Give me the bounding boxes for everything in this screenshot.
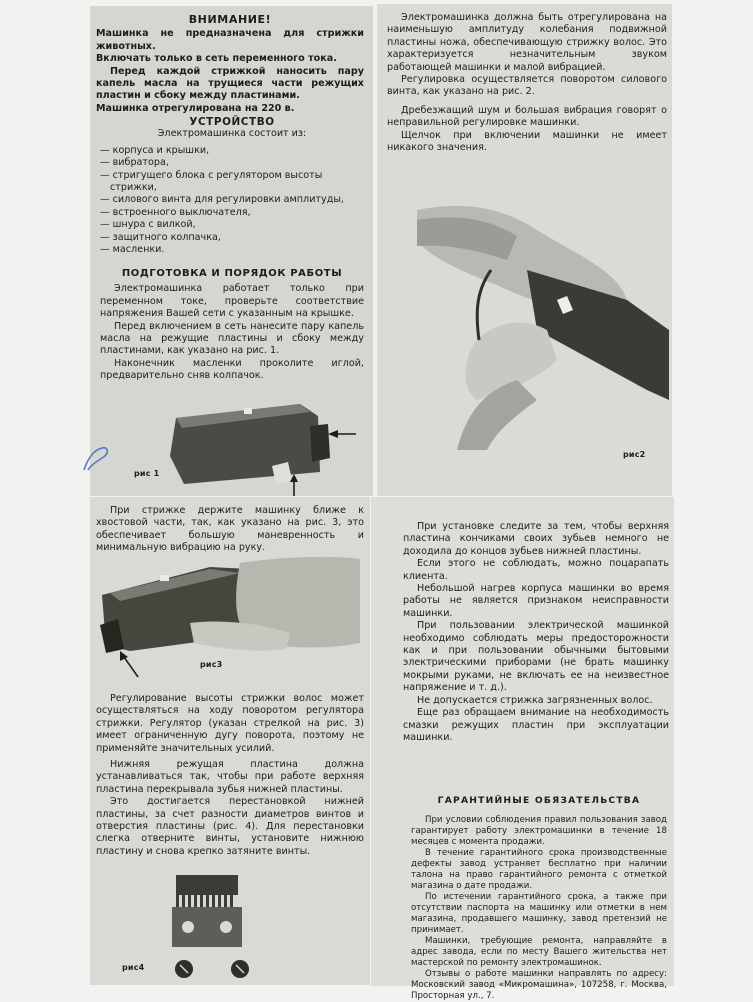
device-block bbox=[100, 116, 364, 256]
warning-block bbox=[96, 14, 364, 115]
paragraph: Электромашинка работает только при переменном токе, проверьте соответствие напряжения Вашей сети с указанным на крышке. bbox=[100, 283, 364, 320]
paragraph: Регулировка осуществляется поворотом силового винта, как указано на рис. 2. bbox=[387, 74, 667, 98]
figure-4-caption: рис4 bbox=[122, 963, 145, 972]
paragraph: При пользовании электрической машинкой необходимо соблюдать меры предосторожности как и при пользовании обычными бытовыми электрическими приборами (не брать машинку мокрыми руками, не включать ее на неизвестное напряжение и т. д.). bbox=[403, 620, 669, 694]
list-item: — стригущего блока с регулятором высоты стрижки, bbox=[100, 169, 323, 194]
paragraph: Дребезжащий шум и большая вибрация говорят о неправильной регулировке машинки. bbox=[387, 104, 667, 129]
paragraph: Перед включением в сеть нанесите пару капель масла на режущие пластины и сбоку между пластинами, как указано на рис. 1. bbox=[100, 320, 364, 357]
paragraph: Небольшой нагрев корпуса машинки во время работы не является признаком неисправности машинки. bbox=[403, 583, 669, 619]
warranty-paragraph: Машинки, требующие ремонта, направляйте в адрес завода, если по месту Вашего жительства нет мастерской по ремонту электромашинок. bbox=[411, 936, 667, 969]
figure-3-caption: рис3 bbox=[200, 660, 223, 669]
page-top-left bbox=[90, 6, 373, 496]
paragraph: Нижняя режущая пластина должна устанавливаться так, чтобы при работе верхняя пластина перекрывала зубья нижней пластины. bbox=[96, 759, 364, 795]
regulation-block bbox=[387, 12, 667, 154]
figure-1-caption: рис 1 bbox=[134, 469, 160, 478]
list-item: — защитного колпачка, bbox=[100, 231, 221, 243]
paragraph: Наконечник масленки проколите иглой, предварительно сняв колпачок. bbox=[100, 357, 364, 382]
warranty-paragraph: В течение гарантийного срока производственные дефекты завод устраняет бесплатно при наличии талона на право гарантийного ремонта с отметкой магазина о дате продажи. bbox=[411, 848, 667, 892]
figure-1-clipper-image bbox=[160, 396, 360, 496]
figure-2-caption: рис2 bbox=[623, 450, 646, 459]
prep-block bbox=[100, 268, 364, 383]
paragraph: При стрижке держите машинку ближе к хвостовой части, так, как указано на рис. 3, это обеспечивает большую маневренность и минимальную вибрацию на руку. bbox=[96, 505, 364, 554]
holding-block bbox=[96, 505, 364, 555]
page-top-right bbox=[377, 4, 672, 496]
paragraph: Щелчок при включении машинки не имеет никакого значения. bbox=[387, 129, 667, 154]
paragraph: Регулирование высоты стрижки волос может осуществляться на ходу поворотом регулятора стрижки. Регулятор (указан стрелкой на рис. 3) имеет ограниченную дугу поворота, поэтому не применяйте значительных усилий. bbox=[96, 693, 364, 754]
figure-2-hands-image bbox=[417, 200, 672, 450]
page-bottom-right bbox=[371, 497, 674, 1002]
installation-block bbox=[403, 521, 669, 744]
warranty-paragraph: При условии соблюдения правил пользования завод гарантирует работу электромашинки в течение 18 месяцев с момента продажи. bbox=[411, 815, 667, 848]
paragraph: Электромашинка должна быть отрегулирована на наименьшую амплитуду колебания подвижной пластины ножа, обеспечивающую стрижку волос. Это характеризуется незначительным звуком работающей машинки и малой вибрацией. bbox=[387, 12, 667, 73]
list-item: — шнура с вилкой, bbox=[100, 219, 196, 231]
paragraph: Еще раз обращаем внимание на необходимость смазки режущих пластин при эксплуатации машинки. bbox=[403, 707, 669, 743]
list-item: — масленки. bbox=[100, 244, 165, 256]
paragraph: Не допускается стрижка загрязненных волос. bbox=[417, 694, 653, 706]
paragraph: Если этого не соблюдать, можно поцарапать клиента. bbox=[403, 558, 669, 582]
list-item: — встроенного выключателя, bbox=[100, 206, 251, 218]
device-intro: Электромашинка состоит из: bbox=[157, 128, 307, 140]
device-title: УСТРОЙСТВО bbox=[189, 116, 275, 128]
list-item: — корпуса и крышки, bbox=[100, 144, 210, 156]
warranty-title: ГАРАНТИЙНЫЕ ОБЯЗАТЕЛЬСТВА bbox=[437, 795, 641, 806]
list-item: — силового винта для регулировки амплитуды, bbox=[100, 194, 344, 206]
prep-title: ПОДГОТОВКА И ПОРЯДОК РАБОТЫ bbox=[121, 268, 343, 279]
warning-line: Включать только в сеть переменного тока. bbox=[96, 53, 337, 65]
paragraph: При установке следите за тем, чтобы верхняя пластина кончиками своих зубьев немного не доходила до концов зубьев нижней пластины. bbox=[403, 521, 669, 557]
device-parts-list bbox=[100, 145, 364, 257]
figure-4-blade-image bbox=[160, 871, 280, 983]
warning-line: Машинка отрегулирована на 220 в. bbox=[96, 102, 295, 114]
warning-line: Машинка не предназначена для стрижки животных. bbox=[96, 28, 364, 52]
list-item: — вибратора, bbox=[100, 157, 169, 169]
paragraph: Это достигается перестановкой нижней пластины, за счет разности диаметров винтов и отверстия пластины (рис. 4). Для перестановки слегка отверните винты, установите нижнюю пластину и снова крепко затяните винты. bbox=[96, 796, 364, 857]
pen-scribble-mark bbox=[80, 440, 114, 474]
page-bottom-left bbox=[90, 497, 370, 985]
warning-title: ВНИМАНИЕ! bbox=[188, 13, 272, 26]
warranty-paragraph: По истечении гарантийного срока, а также при отсутствии паспорта на машинку или отметки в нем магазина, продавшего машинку, завод претензий не принимает. bbox=[411, 892, 667, 936]
warranty-paragraph: Отзывы о работе машинки направлять по адресу: Московский завод «Микромашина», 107258, г. Москва, Просторная ул., 7. bbox=[411, 969, 667, 1002]
warranty-block bbox=[411, 795, 667, 1002]
height-block bbox=[96, 693, 364, 858]
figure-3-hand-clipper-image bbox=[90, 553, 360, 683]
warning-line: Перед каждой стрижкой наносить пару капель масла на трущиеся части режущих пластин и сбоку между пластинами. bbox=[96, 65, 364, 102]
